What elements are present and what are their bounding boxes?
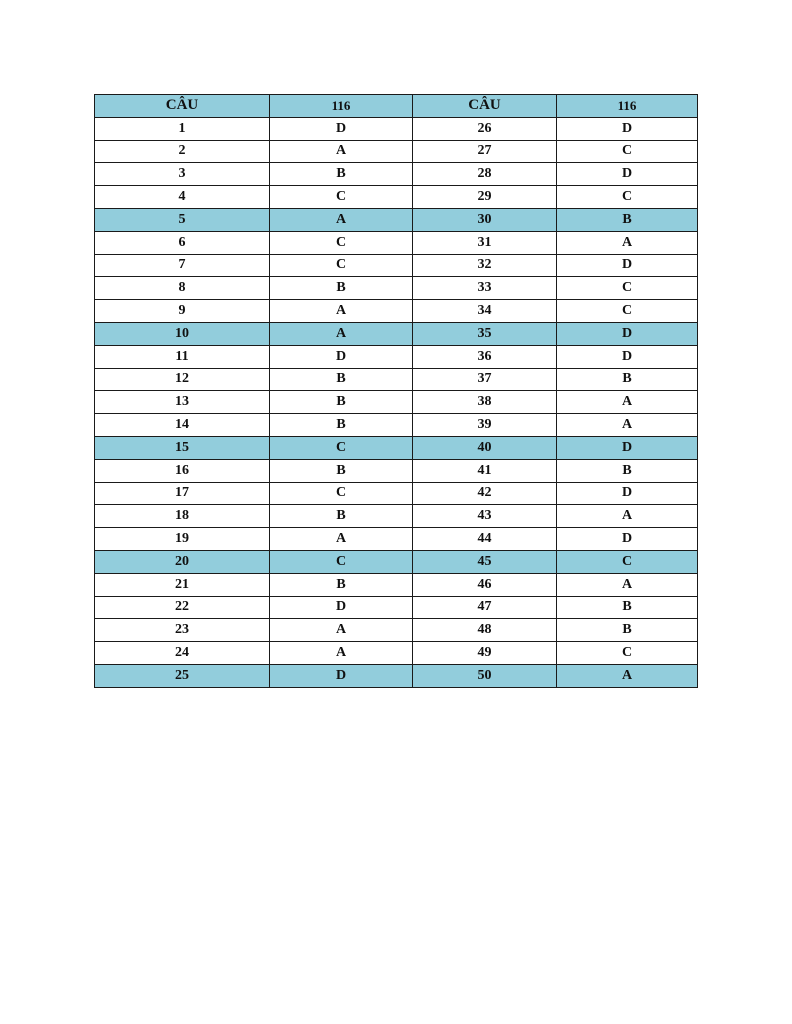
- answer-left: B: [270, 414, 413, 437]
- answer-right: B: [557, 368, 698, 391]
- answer-left: C: [270, 186, 413, 209]
- table-row: [95, 619, 698, 642]
- question-number-left: 7: [95, 254, 270, 277]
- question-number-left: 24: [95, 642, 270, 665]
- question-number-right: 36: [413, 345, 557, 368]
- question-number-right: 38: [413, 391, 557, 414]
- answer-right: D: [557, 345, 698, 368]
- answer-left: A: [270, 619, 413, 642]
- table-header-row: [95, 95, 698, 118]
- answer-right: B: [557, 619, 698, 642]
- question-number-right: 49: [413, 642, 557, 665]
- answer-left: A: [270, 322, 413, 345]
- answer-right: D: [557, 163, 698, 186]
- table-row: [95, 528, 698, 551]
- question-number-right: 46: [413, 573, 557, 596]
- question-number-right: 34: [413, 300, 557, 323]
- question-number-left: 15: [95, 436, 270, 459]
- question-number-left: 21: [95, 573, 270, 596]
- header-question-left: CÂU: [95, 95, 270, 118]
- question-number-left: 14: [95, 414, 270, 437]
- question-number-right: 39: [413, 414, 557, 437]
- question-number-left: 9: [95, 300, 270, 323]
- question-number-right: 40: [413, 436, 557, 459]
- question-number-left: 10: [95, 322, 270, 345]
- answer-right: B: [557, 459, 698, 482]
- question-number-left: 1: [95, 117, 270, 140]
- answer-left: D: [270, 596, 413, 619]
- answer-right: D: [557, 528, 698, 551]
- answer-left: C: [270, 254, 413, 277]
- table-row: [95, 391, 698, 414]
- table-row: [95, 140, 698, 163]
- table-row: [95, 322, 698, 345]
- answer-left: A: [270, 140, 413, 163]
- table-row: [95, 596, 698, 619]
- answer-left: A: [270, 208, 413, 231]
- header-exam-code-right: 116: [557, 95, 698, 118]
- answer-right: C: [557, 186, 698, 209]
- table-row: [95, 163, 698, 186]
- answer-left: D: [270, 345, 413, 368]
- question-number-right: 41: [413, 459, 557, 482]
- table-row: [95, 277, 698, 300]
- question-number-right: 27: [413, 140, 557, 163]
- question-number-right: 48: [413, 619, 557, 642]
- answer-right: A: [557, 573, 698, 596]
- answer-right: B: [557, 208, 698, 231]
- answer-right: C: [557, 300, 698, 323]
- answer-left: D: [270, 664, 413, 687]
- question-number-right: 32: [413, 254, 557, 277]
- question-number-left: 8: [95, 277, 270, 300]
- question-number-left: 5: [95, 208, 270, 231]
- answer-left: B: [270, 573, 413, 596]
- answer-left: D: [270, 117, 413, 140]
- question-number-right: 45: [413, 550, 557, 573]
- answer-left: C: [270, 550, 413, 573]
- question-number-right: 37: [413, 368, 557, 391]
- table-row: [95, 573, 698, 596]
- question-number-left: 23: [95, 619, 270, 642]
- answer-right: C: [557, 550, 698, 573]
- question-number-right: 28: [413, 163, 557, 186]
- question-number-left: 4: [95, 186, 270, 209]
- question-number-right: 26: [413, 117, 557, 140]
- question-number-right: 30: [413, 208, 557, 231]
- table-row: [95, 459, 698, 482]
- answer-key-table: [94, 94, 698, 688]
- header-exam-code-left: 116: [270, 95, 413, 118]
- answer-left: A: [270, 300, 413, 323]
- answer-right: C: [557, 140, 698, 163]
- answer-left: B: [270, 459, 413, 482]
- question-number-right: 47: [413, 596, 557, 619]
- question-number-left: 25: [95, 664, 270, 687]
- header-question-right: CÂU: [413, 95, 557, 118]
- question-number-left: 3: [95, 163, 270, 186]
- answer-left: C: [270, 231, 413, 254]
- answer-left: B: [270, 277, 413, 300]
- table-row: [95, 482, 698, 505]
- table-row: [95, 300, 698, 323]
- answer-right: A: [557, 391, 698, 414]
- question-number-left: 20: [95, 550, 270, 573]
- table-row: [95, 550, 698, 573]
- question-number-right: 29: [413, 186, 557, 209]
- question-number-left: 17: [95, 482, 270, 505]
- answer-right: A: [557, 664, 698, 687]
- question-number-left: 6: [95, 231, 270, 254]
- question-number-right: 50: [413, 664, 557, 687]
- table-body: [95, 117, 698, 687]
- question-number-right: 31: [413, 231, 557, 254]
- answer-left: C: [270, 436, 413, 459]
- answer-right: A: [557, 231, 698, 254]
- question-number-right: 43: [413, 505, 557, 528]
- table-row: [95, 186, 698, 209]
- question-number-left: 16: [95, 459, 270, 482]
- answer-right: B: [557, 596, 698, 619]
- question-number-right: 35: [413, 322, 557, 345]
- answer-left: A: [270, 528, 413, 551]
- table-row: [95, 414, 698, 437]
- answer-right: A: [557, 505, 698, 528]
- question-number-left: 18: [95, 505, 270, 528]
- question-number-left: 13: [95, 391, 270, 414]
- question-number-left: 12: [95, 368, 270, 391]
- table-row: [95, 345, 698, 368]
- answer-right: D: [557, 436, 698, 459]
- question-number-right: 33: [413, 277, 557, 300]
- table-row: [95, 254, 698, 277]
- question-number-right: 42: [413, 482, 557, 505]
- table-row: [95, 208, 698, 231]
- answer-right: D: [557, 322, 698, 345]
- question-number-right: 44: [413, 528, 557, 551]
- question-number-left: 22: [95, 596, 270, 619]
- table-row: [95, 642, 698, 665]
- answer-right: D: [557, 117, 698, 140]
- question-number-left: 11: [95, 345, 270, 368]
- question-number-left: 2: [95, 140, 270, 163]
- table-row: [95, 231, 698, 254]
- answer-right: C: [557, 642, 698, 665]
- table-row: [95, 117, 698, 140]
- answer-left: B: [270, 163, 413, 186]
- answer-left: A: [270, 642, 413, 665]
- answer-left: C: [270, 482, 413, 505]
- answer-left: B: [270, 391, 413, 414]
- table-row: [95, 436, 698, 459]
- answer-right: D: [557, 254, 698, 277]
- question-number-left: 19: [95, 528, 270, 551]
- table-row: [95, 505, 698, 528]
- answer-left: B: [270, 505, 413, 528]
- answer-left: B: [270, 368, 413, 391]
- answer-right: A: [557, 414, 698, 437]
- table-row: [95, 664, 698, 687]
- answer-right: C: [557, 277, 698, 300]
- table-row: [95, 368, 698, 391]
- answer-right: D: [557, 482, 698, 505]
